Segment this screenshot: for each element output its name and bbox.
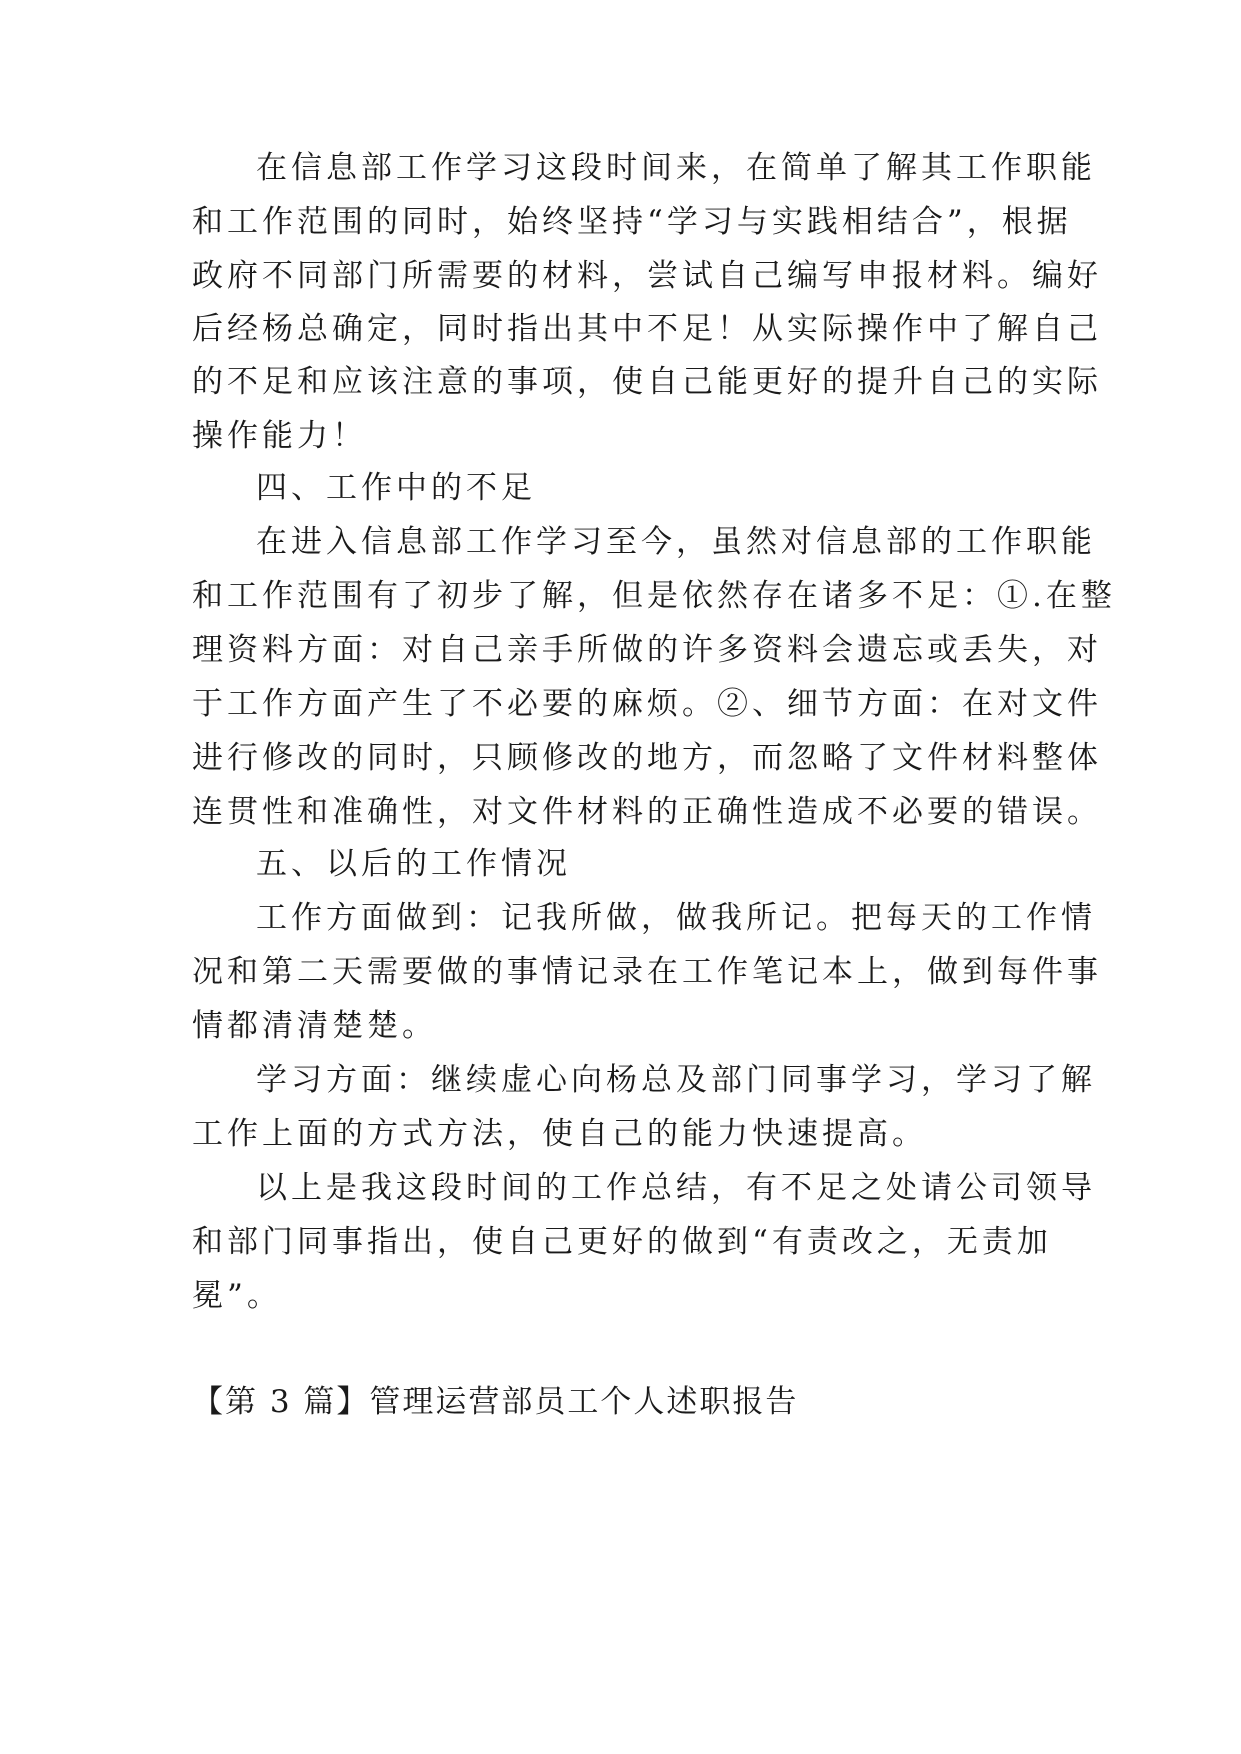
para5-line-3: 冕”。 bbox=[192, 1278, 282, 1314]
section-heading-4: 四、工作中的不足 bbox=[256, 470, 536, 506]
para2-line-3: 理资料方面：对自己亲手所做的许多资料会遗忘或丢失，对 bbox=[192, 632, 1102, 668]
para3-line-1: 工作方面做到：记我所做，做我所记。把每天的工作情 bbox=[256, 900, 1096, 936]
para4-line-2: 工作上面的方式方法，使自己的能力快速提高。 bbox=[192, 1116, 927, 1152]
para3-line-3: 情都清清楚楚。 bbox=[192, 1008, 437, 1044]
article-heading: 【第 3 篇】管理运营部员工个人述职报告 bbox=[192, 1384, 799, 1420]
para2-line-4: 于工作方面产生了不必要的麻烦。②、细节方面：在对文件 bbox=[192, 686, 1102, 722]
para1-line-5: 的不足和应该注意的事项，使自己能更好的提升自己的实际 bbox=[192, 364, 1102, 400]
para1-line-3: 政府不同部门所需要的材料，尝试自己编写申报材料。编好 bbox=[192, 258, 1102, 294]
para2-line-1: 在进入信息部工作学习至今，虽然对信息部的工作职能 bbox=[256, 524, 1096, 560]
para5-line-2: 和部门同事指出，使自己更好的做到“有责改之，无责加 bbox=[192, 1224, 1052, 1260]
para1-line-2: 和工作范围的同时，始终坚持“学习与实践相结合”，根据 bbox=[192, 204, 1072, 240]
para2-line-6: 连贯性和准确性，对文件材料的正确性造成不必要的错误。 bbox=[192, 794, 1102, 830]
para1-line-6: 操作能力！ bbox=[192, 418, 367, 454]
para1-line-4: 后经杨总确定，同时指出其中不足！从实际操作中了解自己 bbox=[192, 311, 1102, 347]
para1-line-1: 在信息部工作学习这段时间来，在简单了解其工作职能 bbox=[256, 150, 1096, 186]
section-heading-5: 五、以后的工作情况 bbox=[256, 846, 571, 882]
para3-line-2: 况和第二天需要做的事情记录在工作笔记本上，做到每件事 bbox=[192, 954, 1102, 990]
para2-line-5: 进行修改的同时，只顾修改的地方，而忽略了文件材料整体 bbox=[192, 740, 1102, 776]
para5-line-1: 以上是我这段时间的工作总结，有不足之处请公司领导 bbox=[256, 1170, 1096, 1206]
para2-line-2: 和工作范围有了初步了解，但是依然存在诸多不足：①.在整 bbox=[192, 578, 1116, 614]
para4-line-1: 学习方面：继续虚心向杨总及部门同事学习，学习了解 bbox=[256, 1062, 1096, 1098]
